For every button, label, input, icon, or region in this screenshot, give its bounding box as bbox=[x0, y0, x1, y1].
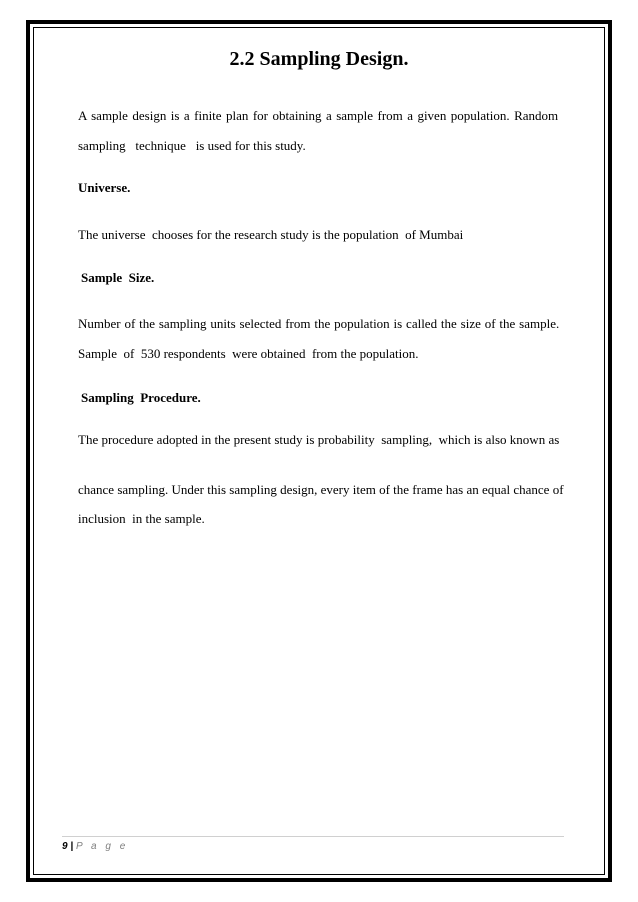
sample-size-line-1: Number of the sampling units selected from the population is called the size of the sample. bbox=[78, 316, 560, 331]
page-border-inner bbox=[33, 27, 605, 875]
section-heading: 2.2 Sampling Design. bbox=[229, 48, 409, 70]
sample-size-heading: Sample Size. bbox=[81, 270, 155, 285]
procedure-line-1: The procedure adopted in the present study is probability sampling, which is also known as bbox=[78, 432, 560, 447]
universe-heading: Universe. bbox=[78, 180, 131, 195]
procedure-line-2: chance sampling. Under this sampling design, every item of the frame has an equal chance of bbox=[78, 482, 564, 497]
procedure-line-3: inclusion in the sample. bbox=[78, 511, 205, 526]
footer-divider bbox=[62, 836, 564, 837]
page-footer bbox=[62, 841, 128, 852]
universe-text: The universe chooses for the research study is the population of Mumbai bbox=[78, 227, 464, 242]
page-number: 9 bbox=[62, 841, 68, 852]
page-label: P a g e bbox=[75, 841, 129, 852]
intro-line-2: sampling technique is used for this study. bbox=[78, 138, 306, 153]
sample-size-line-2: Sample of 530 respondents were obtained from the population. bbox=[78, 346, 419, 361]
footer-separator: | bbox=[70, 841, 74, 852]
sampling-procedure-heading: Sampling Procedure. bbox=[81, 390, 201, 405]
intro-line-1: A sample design is a finite plan for obtaining a sample from a given population. Random bbox=[78, 108, 559, 123]
